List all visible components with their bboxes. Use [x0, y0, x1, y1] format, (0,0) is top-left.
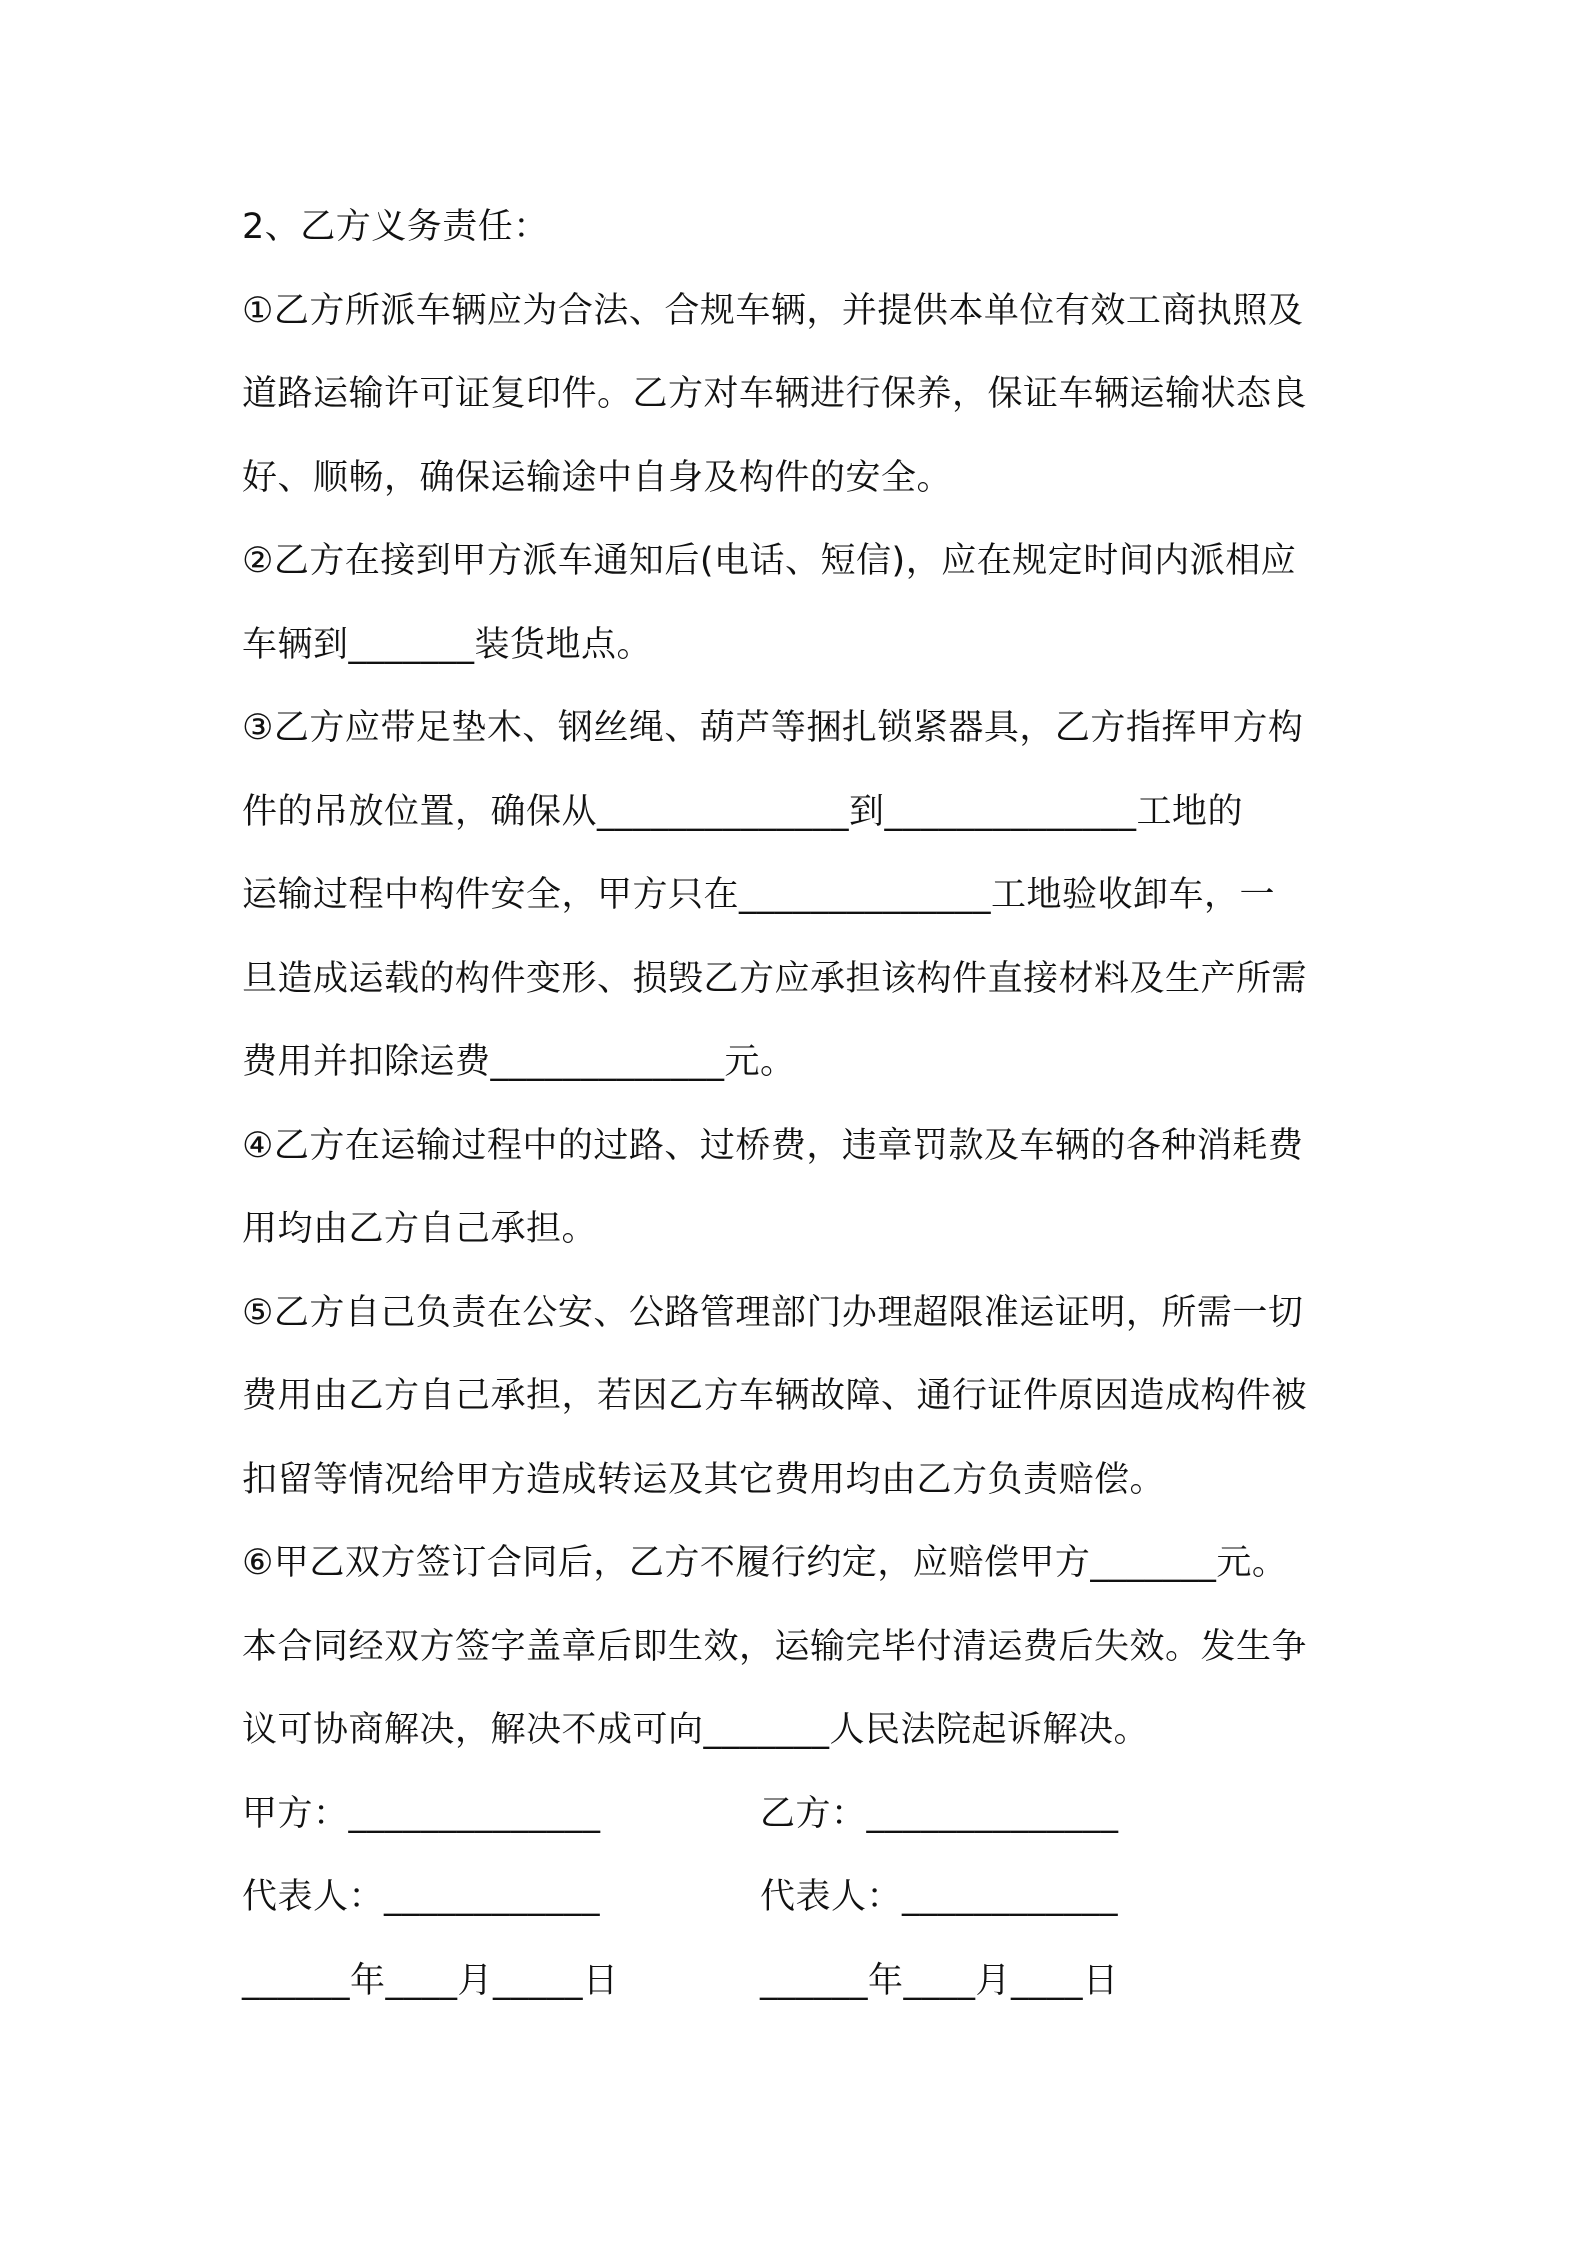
party-a-signature: 甲方：______________ [242, 1793, 601, 1834]
clause-1-line-1: ①乙方所派车辆应为合法、合规车辆，并提供本单位有效工商执照及 [242, 290, 1304, 331]
clause-3-line-4: 旦造成运载的构件变形、损毁乙方应承担该构件直接材料及生产所需 [242, 958, 1308, 999]
clause-3-line-2: 件的吊放位置，确保从______________到______________工地的 [242, 791, 1244, 832]
clause-5-line-2: 费用由乙方自己承担，若因乙方车辆故障、通行证件原因造成构件被 [242, 1376, 1308, 1416]
clause-2-line-1: ②乙方在接到甲方派车通知后(电话、短信)，应在规定时间内派相应 [242, 541, 1297, 581]
clause-6-line-1: ⑥甲乙双方签订合同后，乙方不履行约定，应赔偿甲方_______元。 [242, 1543, 1288, 1583]
clause-3-line-5: 费用并扣除运费_____________元。 [242, 1042, 796, 1082]
clause-4-line-2: 用均由乙方自己承担。 [242, 1209, 598, 1249]
clause-1-line-3: 好、顺畅，确保运输途中自身及构件的安全。 [242, 457, 953, 498]
clause-5-line-3: 扣留等情况给甲方造成转运及其它费用均由乙方负责赔偿。 [242, 1459, 1166, 1500]
section-title: 2、乙方义务责任： [242, 207, 549, 247]
signature-representative-row [242, 1856, 1362, 1940]
validity-line-2: 议可协商解决，解决不成可向_______人民法院起诉解决。 [242, 1710, 1150, 1750]
contract-page [242, 186, 1362, 2023]
clause-5-line-1: ⑤乙方自己负责在公安、公路管理部门办理超限准运证明，所需一切 [242, 1292, 1304, 1333]
signature-party-row [242, 1773, 1362, 1857]
party-b-representative: 代表人：____________ [760, 1877, 1119, 1917]
signature-date-row [242, 1940, 1362, 2024]
clause-1-line-2: 道路运输许可证复印件。乙方对车辆进行保养，保证车辆运输状态良 [242, 374, 1308, 414]
clause-3-line-1: ③乙方应带足垫木、钢丝绳、葫芦等捆扎锁紧器具，乙方指挥甲方构 [242, 708, 1304, 748]
clause-4-line-1: ④乙方在运输过程中的过路、过桥费，违章罚款及车辆的各种消耗费 [242, 1125, 1304, 1166]
party-b-date: ______年____月____日 [760, 1960, 1119, 2001]
party-a-representative: 代表人：____________ [242, 1877, 601, 1917]
validity-line-1: 本合同经双方签字盖章后即生效，运输完毕付清运费后失效。发生争 [242, 1626, 1308, 1667]
clause-3-line-3: 运输过程中构件安全，甲方只在______________工地验收卸车，一 [242, 875, 1276, 915]
party-b-signature: 乙方：______________ [760, 1793, 1119, 1834]
clause-2-line-2: 车辆到_______装货地点。 [242, 624, 653, 665]
party-a-date: ______年____月_____日 [242, 1960, 619, 2001]
